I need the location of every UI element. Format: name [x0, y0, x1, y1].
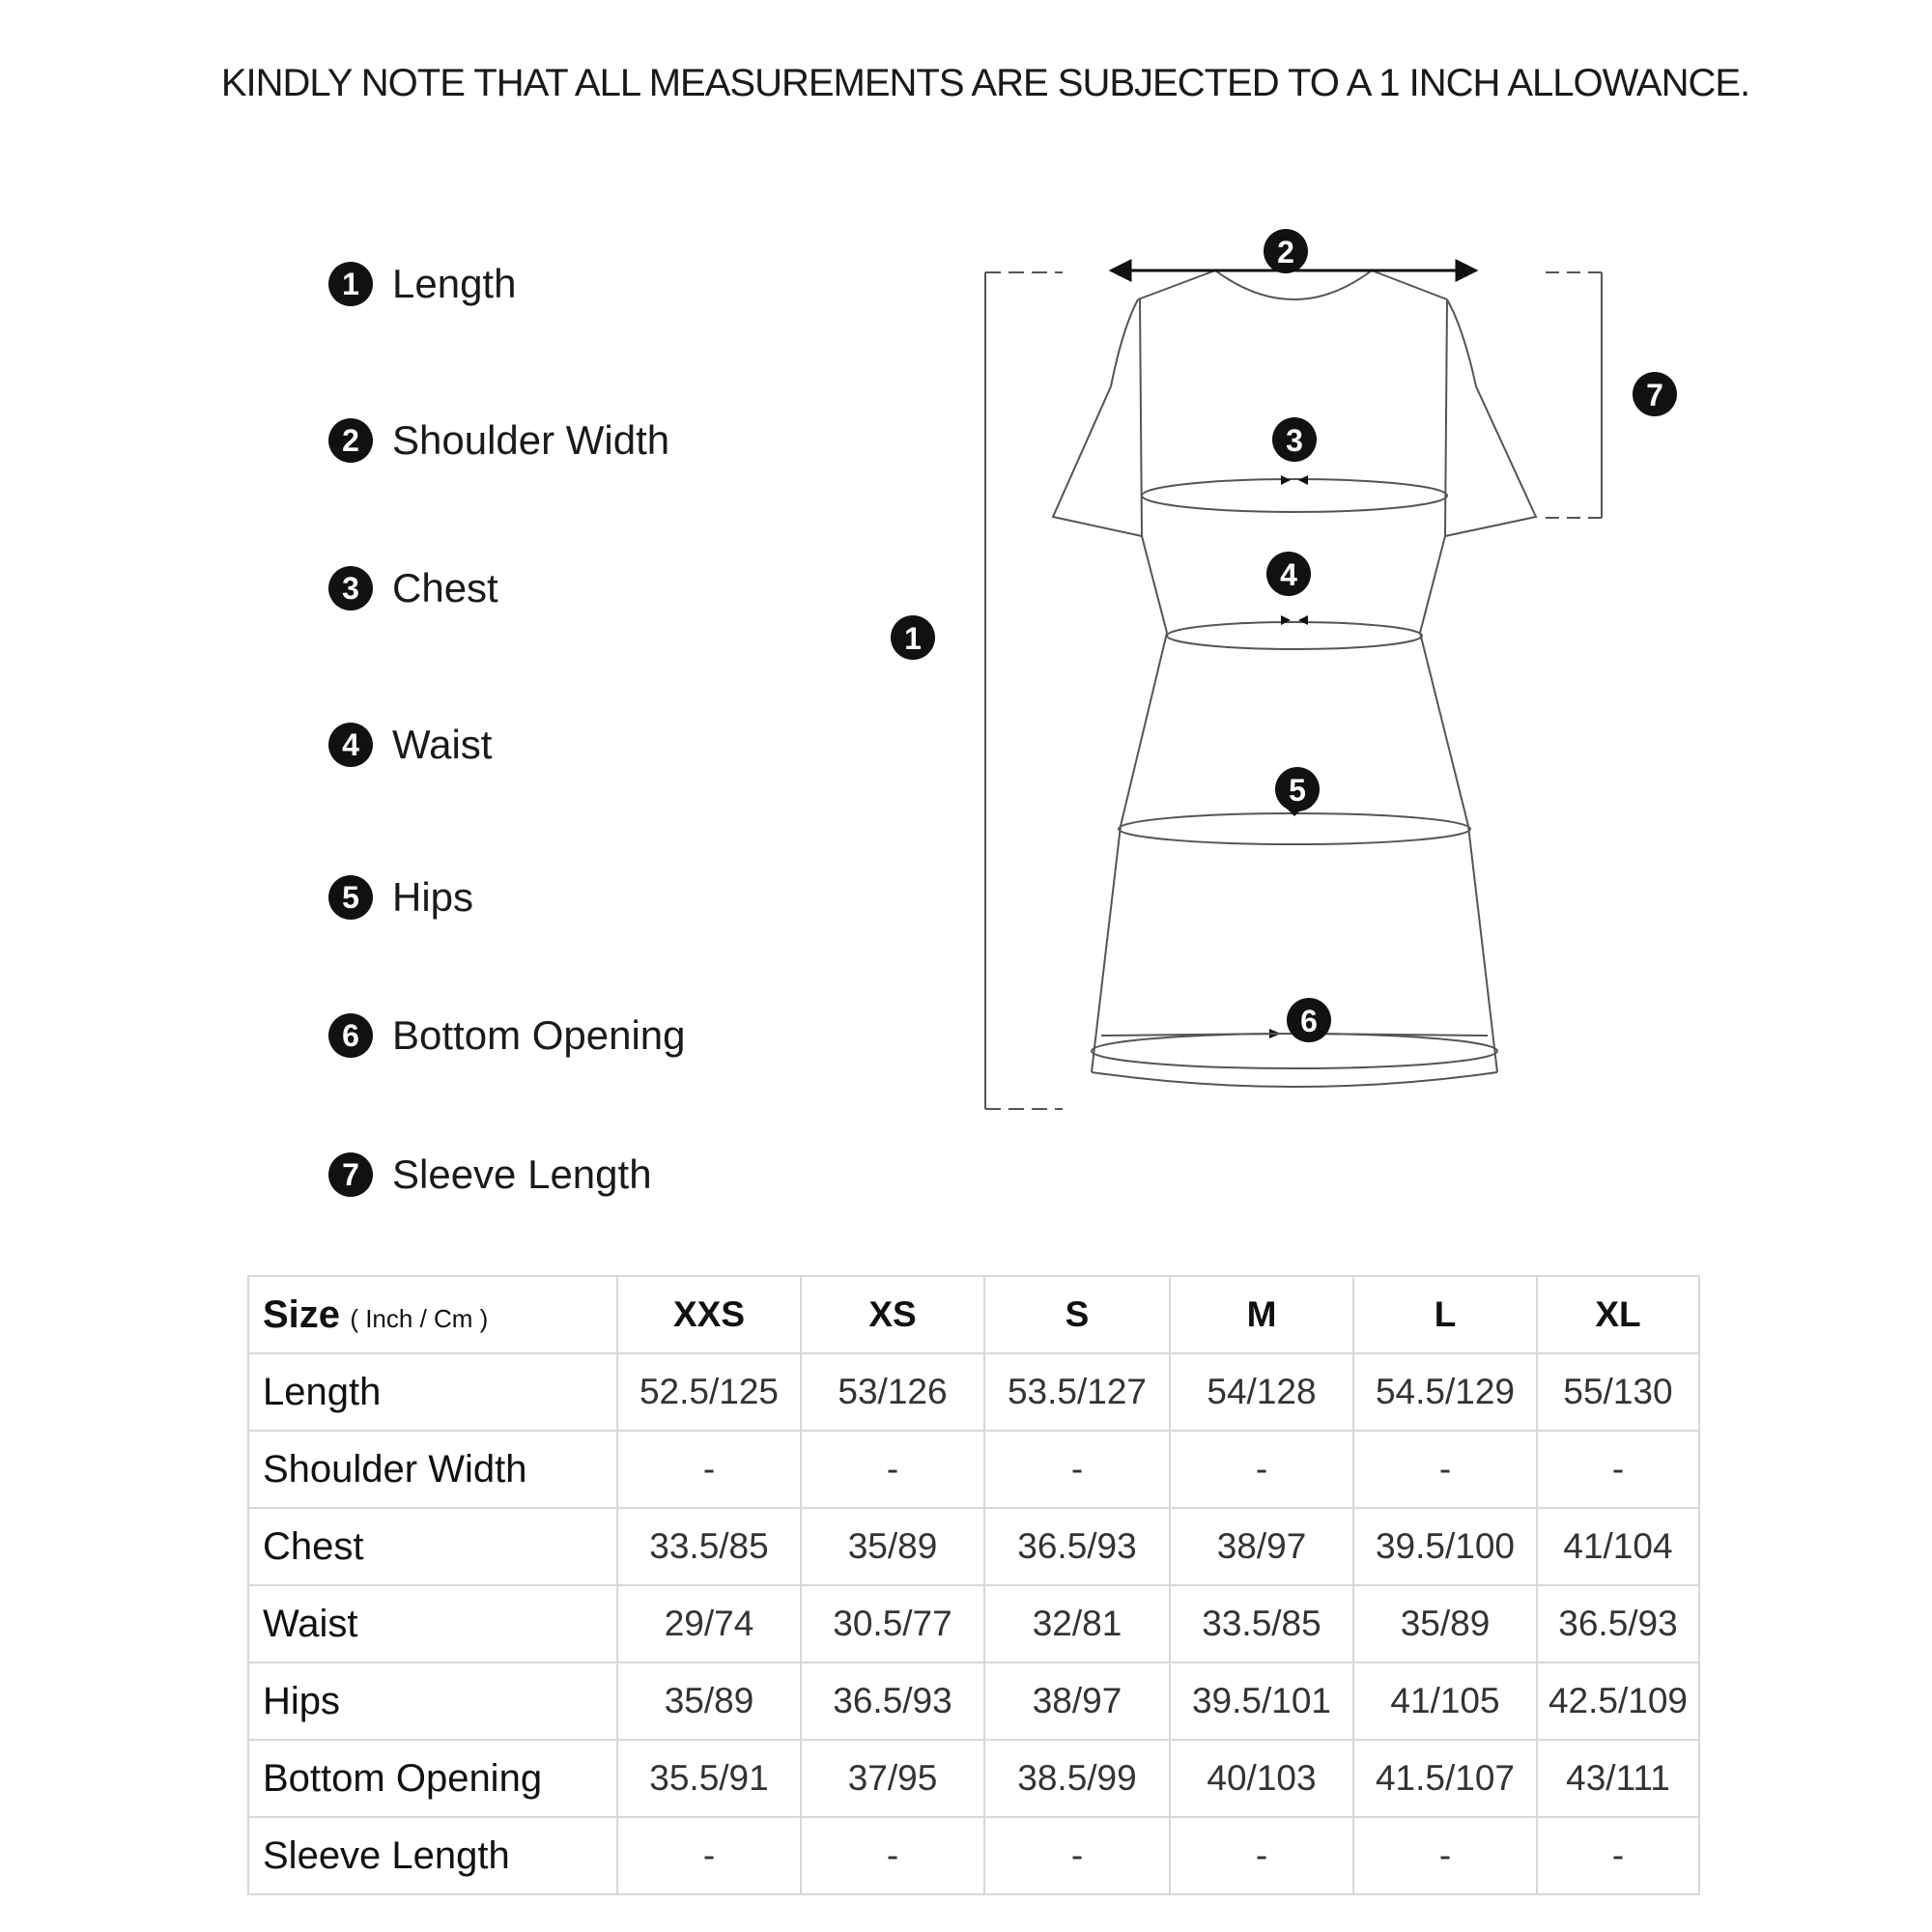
table-cell: 42.5/109: [1537, 1662, 1699, 1740]
legend-label: Length: [392, 261, 517, 306]
row-label: Bottom Opening: [248, 1740, 617, 1817]
table-cell: -: [1170, 1817, 1353, 1894]
row-label: Waist: [248, 1585, 617, 1662]
table-cell: 30.5/77: [801, 1585, 984, 1662]
marker-hips: [1275, 767, 1320, 811]
legend-label: Chest: [392, 565, 498, 611]
table-cell: -: [1353, 1431, 1537, 1508]
table-cell: -: [801, 1431, 984, 1508]
table-cell: 35/89: [617, 1662, 801, 1740]
legend-item-waist: [328, 722, 492, 768]
size-column-header: M: [1170, 1276, 1353, 1353]
marker-waist: [1266, 552, 1311, 596]
table-cell: 35/89: [1353, 1585, 1537, 1662]
table-cell: 54.5/129: [1353, 1353, 1537, 1431]
number-badge: 6: [328, 1013, 373, 1058]
table-row: [248, 1585, 1699, 1662]
number-badge: 1: [328, 262, 373, 306]
table-row: [248, 1662, 1699, 1740]
table-cell: 29/74: [617, 1585, 801, 1662]
legend-label: Shoulder Width: [392, 417, 670, 463]
table-cell: -: [984, 1817, 1170, 1894]
marker-shoulder-width: [1264, 229, 1308, 273]
number-badge: 7: [328, 1152, 373, 1197]
size-column-header: XXS: [617, 1276, 801, 1353]
size-column-header: XL: [1537, 1276, 1699, 1353]
table-cell: 55/130: [1537, 1353, 1699, 1431]
table-cell: 54/128: [1170, 1353, 1353, 1431]
dress-outline: [1053, 270, 1536, 1087]
table-cell: -: [617, 1431, 801, 1508]
size-header-label: Size: [263, 1293, 341, 1336]
legend-label: Waist: [392, 722, 493, 767]
table-cell: 33.5/85: [1170, 1585, 1353, 1662]
table-cell: 52.5/125: [617, 1353, 801, 1431]
svg-text:7: 7: [1646, 378, 1663, 412]
table-cell: -: [1537, 1817, 1699, 1894]
right-sleeve: [1445, 299, 1536, 536]
size-column-header: S: [984, 1276, 1170, 1353]
svg-text:6: 6: [1300, 1004, 1318, 1038]
table-cell: 43/111: [1537, 1740, 1699, 1817]
allowance-notice: KINDLY NOTE THAT ALL MEASUREMENTS ARE SUBJECTED TO A 1 INCH ALLOWANCE.: [220, 62, 1750, 104]
legend-item-chest: [328, 565, 498, 611]
svg-text:1: 1: [904, 621, 922, 656]
table-cell: 53/126: [801, 1353, 984, 1431]
table-row: [248, 1353, 1699, 1431]
sleeve-length-bracket: [1546, 272, 1602, 518]
table-cell: 37/95: [801, 1740, 984, 1817]
table-cell: 32/81: [984, 1585, 1170, 1662]
table-cell: 38/97: [984, 1662, 1170, 1740]
table-row: [248, 1817, 1699, 1894]
row-label: Chest: [248, 1508, 617, 1585]
legend-item-bottom-opening: [328, 1012, 686, 1059]
table-cell: 53.5/127: [984, 1353, 1170, 1431]
table-cell: -: [1170, 1431, 1353, 1508]
marker-chest: [1272, 417, 1317, 462]
number-badge: 3: [328, 566, 373, 611]
length-bracket: [985, 272, 1063, 1109]
unit-label: ( Inch / Cm ): [350, 1303, 489, 1333]
table-row: [248, 1431, 1699, 1508]
table-cell: -: [1537, 1431, 1699, 1508]
table-header-row: [248, 1276, 1699, 1353]
table-cell: 39.5/100: [1353, 1508, 1537, 1585]
left-sleeve: [1053, 299, 1142, 536]
table-cell: 36.5/93: [1537, 1585, 1699, 1662]
table-cell: -: [984, 1431, 1170, 1508]
legend-label: Hips: [392, 874, 474, 920]
size-column-header: L: [1353, 1276, 1537, 1353]
table-cell: 39.5/101: [1170, 1662, 1353, 1740]
marker-bottom-opening: [1287, 998, 1331, 1042]
row-label: Sleeve Length: [248, 1817, 617, 1894]
table-cell: 35/89: [801, 1508, 984, 1585]
svg-text:5: 5: [1289, 773, 1306, 808]
number-badge: 2: [328, 418, 373, 463]
table-cell: 40/103: [1170, 1740, 1353, 1817]
dress-measurement-diagram: [869, 222, 1719, 1150]
svg-text:4: 4: [1280, 557, 1297, 592]
table-cell: 35.5/91: [617, 1740, 801, 1817]
size-column-header: XS: [801, 1276, 984, 1353]
number-badge: 5: [328, 875, 373, 920]
row-label: Hips: [248, 1662, 617, 1740]
table-cell: -: [801, 1817, 984, 1894]
svg-text:2: 2: [1277, 235, 1294, 270]
table-cell: 41.5/107: [1353, 1740, 1537, 1817]
table-cell: 41/105: [1353, 1662, 1537, 1740]
legend-item-sleeve-length: [328, 1151, 652, 1198]
table-row: [248, 1508, 1699, 1585]
legend-label: Bottom Opening: [392, 1012, 686, 1058]
size-chart-table: [247, 1275, 1700, 1895]
legend-item-length: [328, 261, 516, 307]
marker-length: [891, 615, 935, 660]
table-cell: 41/104: [1537, 1508, 1699, 1585]
svg-text:3: 3: [1286, 423, 1303, 458]
number-badge: 4: [328, 723, 373, 767]
table-cell: 36.5/93: [801, 1662, 984, 1740]
table-cell: 38.5/99: [984, 1740, 1170, 1817]
table-cell: 36.5/93: [984, 1508, 1170, 1585]
table-row: [248, 1740, 1699, 1817]
table-cell: 38/97: [1170, 1508, 1353, 1585]
legend-item-shoulder-width: [328, 417, 669, 464]
table-cell: -: [617, 1817, 801, 1894]
legend-label: Sleeve Length: [392, 1151, 652, 1197]
row-label: Shoulder Width: [248, 1431, 617, 1508]
size-unit-header: [248, 1276, 617, 1353]
table-cell: -: [1353, 1817, 1537, 1894]
row-label: Length: [248, 1353, 617, 1431]
legend-item-hips: [328, 874, 473, 921]
table-cell: 33.5/85: [617, 1508, 801, 1585]
marker-sleeve-length: [1633, 372, 1677, 416]
